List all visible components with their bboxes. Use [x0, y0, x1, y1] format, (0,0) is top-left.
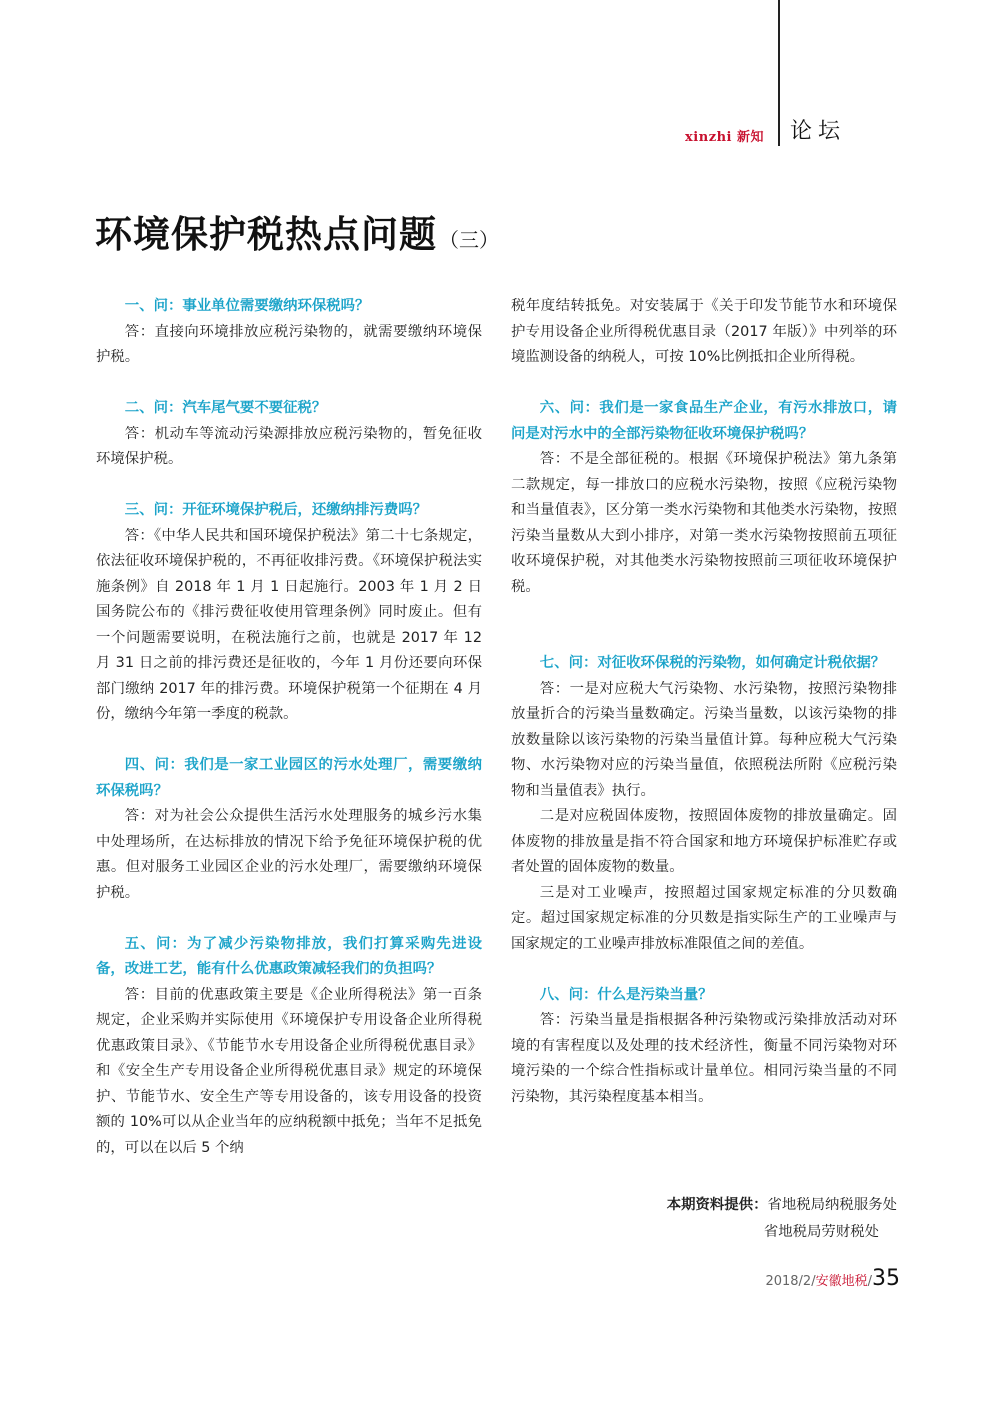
- header-divider-line: [778, 0, 780, 146]
- answer-7-part-1: 答：一是对应税大气污染物、水污染物，按照污染物排放量折合的污染当量数确定。污染当量数，以该污染物的排放数量除以该污染物的污染当量值计算。每种应税大气污染物、水污染物对应的污染当量值，依照税法所附《应税污染物和当量值表》执行。: [511, 680, 897, 799]
- column-tag-xinzhi: xinzhi 新知: [685, 130, 764, 145]
- question-1: 一、问：事业单位需要缴纳环保税吗？: [124, 298, 370, 314]
- footer-separator: /: [867, 1274, 872, 1289]
- page-number: 35: [872, 1266, 900, 1291]
- answer-2: 答：机动车等流动污染源排放应税污染物的，暂免征收环境保护税。: [96, 425, 482, 467]
- question-7: 七、问：对征收环保税的污染物，如何确定计税依据？: [539, 655, 886, 671]
- article-title-main: 环境保护税热点问题: [95, 213, 437, 256]
- answer-7-part-3: 三是对工业噪声，按照超过国家规定标准的分贝数确定。超过国家规定标准的分贝数是指实际生产的工业噪声与国家规定的工业噪声排放标准限值之间的差值。: [511, 884, 897, 952]
- left-column: [96, 294, 482, 1161]
- answer-5-continued: 税年度结转抵免。对安装属于《关于印发节能节水和环境保护专用设备企业所得税优惠目录（2017 年版）》中列举的环境监测设备的纳税人，可按 10%比例抵扣企业所得税。: [511, 298, 897, 365]
- answer-1: 答：直接向环境排放应税污染物的，就需要缴纳环境保护税。: [96, 323, 482, 365]
- credit-label: 本期资料提供：: [666, 1197, 768, 1213]
- credit-provider-1: 省地税局纳税服务处: [767, 1197, 897, 1213]
- answer-3: 答：《中华人民共和国环境保护税法》第二十七条规定，依法征收环境保护税的，不再征收排污费。《环境保护税法实施条例》自 2018 年 1 月 1 日起施行。2003 年 1 月 2 日国务院公布的《排污费征收使用管理条例》同时废止。但有一个问题需要说明，在税法施行之前，也就是 2017 年 12 月 31 日之前的排污费还是征收的，今年 1 月份还要向环保部门缴纳 2017 年的排污费。环境保护税第一个征期在 4 月份，缴纳今年第一季度的税款。: [96, 527, 482, 722]
- article-title: [95, 204, 499, 258]
- credit-line-1: [511, 1192, 897, 1219]
- question-3: 三、问：开征环境保护税后，还缴纳排污费吗？: [124, 502, 428, 518]
- question-8: 八、问：什么是污染当量？: [539, 986, 713, 1003]
- answer-7-part-2: 二是对应税固体废物，按照固体废物的排放量确定。固体废物的排放量是指不符合国家和地方环境保护标准贮存或者处置的固体废物的数量。: [511, 808, 897, 875]
- question-6: 六、问：我们是一家食品生产企业，有污水排放口，请问是对污水中的全部污染物征收环境保护税吗？: [511, 400, 897, 442]
- answer-5: 答：目前的优惠政策主要是《企业所得税法》第一百条规定，企业采购并实际使用《环境保护专用设备企业所得税优惠政策目录》、《节能节水专用设备企业所得税优惠目录》和《安全生产专用设备企业所得税优惠目录》规定的环境保护、节能节水、安全生产等专用设备的，该专用设备的投资额的 10%可以从企业当年的应纳税额中抵免；当年不足抵免的，可以在以后 5 个纳: [96, 986, 482, 1156]
- magazine-name: 安徽地税: [815, 1274, 868, 1289]
- answer-4: 答：对为社会公众提供生活污水处理服务的城乡污水集中处理场所，在达标排放的情况下给予免征环境保护税的优惠。但对服务工业园区企业的污水处理厂，需要缴纳环境保护税。: [96, 808, 482, 901]
- issue-date: 2018/2/: [765, 1274, 816, 1289]
- answer-6: 答：不是全部征税的。根据《环境保护税法》第九条第二款规定，每一排放口的应税水污染物，按照《应税污染物和当量值表》，区分第一类水污染物和其他类水污染物，按照污染当量数从大到小排序，对第一类水污染物按照前五项征收环境保护税，对其他类水污染物按照前三项征收环境保护税。: [511, 451, 897, 595]
- page-footer: [765, 1266, 900, 1291]
- question-4: 四、问：我们是一家工业园区的污水处理厂，需要缴纳环保税吗？: [96, 757, 482, 799]
- right-column: [511, 294, 897, 1110]
- source-credit: [511, 1192, 897, 1246]
- article-title-suffix: （三）: [439, 228, 499, 252]
- question-2: 二、问：汽车尾气要不要征税？: [124, 400, 327, 416]
- question-5: 五、问：为了减少污染物排放，我们打算采购先进设备，改进工艺，能有什么优惠政策减轻我们的负担吗？: [96, 935, 482, 977]
- credit-provider-2: 省地税局劳财税处: [763, 1224, 879, 1240]
- answer-8: 答：污染当量是指根据各种污染物或污染排放活动对环境的有害程度以及处理的技术经济性，衡量不同污染物对环境污染的一个综合性指标或计量单位。相同污染当量的不同污染物，其污染程度基本相当。: [511, 1012, 897, 1105]
- section-title: 论坛: [790, 119, 847, 144]
